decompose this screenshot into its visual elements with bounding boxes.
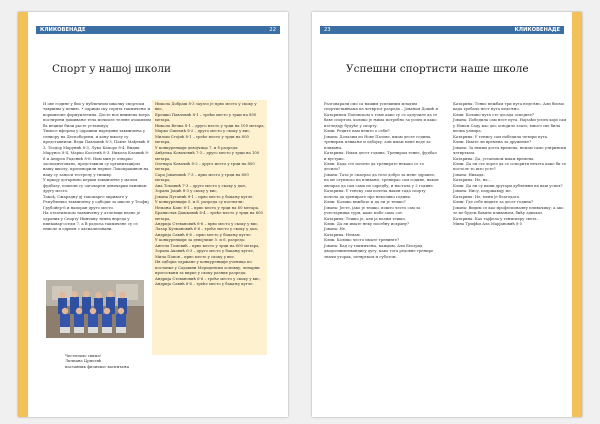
interview-line: Јована: Тата је сматрао да тело добро за мене здравље, па ме отуписао на пливање, тренирао сам године, након авгирао да сам сама по одредбу, и настала у 2 године.	[324, 171, 439, 188]
result-line: Андрија Савић 6-6 – треће место у бацању кугле.	[155, 280, 254, 286]
interview-line: Клик: Колико пута сте досада освојиле?	[453, 111, 534, 117]
result-line: Андрија Стевановић 6-6 – треће место у скоку у вис,	[155, 275, 261, 281]
left-yellow-band	[18, 12, 28, 417]
interview-line: Мина Трифћи Ала Марјановић 8-5	[453, 220, 523, 226]
left-page	[18, 12, 288, 417]
interview-line: Разговарали смо са нашим успешним младим спортисткињама из четвртог разреда – Јованом Доцић и Катарином Поповском о томе како су се одлучиле да се баве спортом, колико је њима потребно за успех и како изгледају будуће у спорту.	[324, 101, 438, 128]
interview-line: Катарина: Имам десет година. Тренирам тенис, фудбал и вустрио.	[324, 150, 437, 161]
left-page-header	[36, 26, 280, 34]
result-line: Мила Попов – прво место у скоку у вис.	[155, 253, 236, 259]
result-line: Анђелка Ковачевић 7-3 – друго место у трци на 100 метара,	[155, 150, 260, 161]
result-line: Никола Вечка 8-1 – друго место у трци на 100 метара,	[155, 122, 265, 128]
interview-line: Јована: Не.	[324, 226, 347, 232]
interview-line: Јована: За неким доста времена, немам само утирински четвртком.	[453, 144, 567, 156]
left-page-number: 22	[269, 27, 276, 33]
result-line: Олгнара Ковачић 8-2 – друго место у трци на 800 метара,	[155, 160, 255, 172]
result-line: Марко Смиљић 8-2 – друго место у скоку у вис,	[155, 128, 251, 134]
interview-line: Катарина: Не, мени је благодато.	[453, 193, 521, 199]
left-article-body	[43, 101, 151, 232]
caption-line: наставник физичког васпитања	[65, 363, 130, 369]
team-photo-image	[46, 280, 144, 338]
result-line: Јована Путанић 8-1 – прво место у бацању кугле.	[155, 193, 254, 199]
interview-column-2	[453, 101, 568, 226]
interview-line: Јована: Никада.	[453, 171, 485, 177]
caption-line: Честитамо свима!	[65, 353, 102, 358]
interview-line: Јована: Видим се као професионалну пливачицу, а ако те не будем бавити пливањем, бићу адвокат.	[453, 204, 564, 216]
article-paragraph: Такођ, Сжарадну дј такомарго окривате у Републичко такмичењу у одбојци за школе у Теофиј Грубойер-6 и напоран друго место.	[43, 193, 149, 210]
right-section-title: КЛИКОВЕНАДЕ	[514, 27, 560, 33]
result-line: У конкуренцији девојчица 7. и 8 разреда:	[155, 144, 239, 150]
result-line: Зорана Аковић 6-3 – друго место у бацању кугле,	[155, 248, 254, 254]
article-signature	[65, 353, 155, 369]
result-line: Немања Капс 6-1 – прво место у трци на 60 метара,	[155, 204, 260, 210]
right-page	[312, 12, 582, 417]
result-line: Ангела Томовић – прво место у трци на 600 метара,	[155, 242, 260, 248]
interview-line: Катарина: Као тајфела у тенискеру света..	[453, 215, 539, 221]
interview-line: Катарина: Тешко је, али ја волим тешко.	[324, 215, 407, 221]
article-paragraph: И ове године у био у публичном школку спортски тавршны у пению. • одрицы ску серпта такмичење и коршилоне формуилетина. Досте ное внимена вотра постирени дошивање тела мочиоле телене ачоцилим ба иецице били расте установуд	[43, 101, 151, 128]
results-list	[155, 101, 265, 286]
article-paragraph: У кркоју дотарново керши такмичење у малом фудбалу, пошели су одговарем девичарки екипнам другу место.	[43, 177, 147, 194]
right-page-header	[320, 26, 564, 34]
result-line: Сара Јовановић 7-3 – прво место у трци на 600 метара,	[155, 171, 249, 183]
article-paragraph: Тимосе иферещ у одражни наредини такмичења у сениору на Деспоборени, и кону школу су представнили: Веди Павловић 8-3, Павле Мађевић 8-3, Теодор Марунић 8-3, Лука Капоре 8-4, Видик Марунос 8-4, Марко Колотић 8-3, Никола Клашић 8-6 и Андреа Раденић 8-6. Ним мин је отварко засподичтовано, представили су организацијом нашу школу, проповорили первое Локопрацинон на нацу су заноси тестрелу у типику.	[43, 128, 151, 177]
interview-line: Јована: Нису, подржавају ме.	[453, 188, 512, 194]
interview-line: Клик: Када сте почеле да тренирате некако се то десило?	[324, 160, 425, 172]
interview-line: Клик: Колико често имате тренинге?	[324, 237, 400, 243]
result-line: У конкуренцији 5. и 6. разреда су постигли:	[155, 199, 244, 205]
result-line: Лазар Кузмановић 6-6 – треће место у скоку у даљ,	[155, 226, 259, 232]
interview-line: Јована: Кад су такмичења, каждим. Али Београд двадогништевиндигу дугу, како тога редовне тренире значи уторак, четвртком и суботом.	[324, 242, 434, 259]
result-line: У конкуренцији за девојчице 5. и 6. разреда:	[155, 237, 246, 243]
result-line: Ана Томовић 7-3 – друго место у скоку у даљ,	[155, 182, 247, 188]
interview-line: Катарина: У тенску сам почела након тада спорту почела да тренирате пре неколико година.	[324, 188, 426, 199]
right-yellow-band	[572, 12, 582, 417]
interview-line: Клик: Имате ли времена за друженье?	[453, 139, 532, 145]
result-line: Милош Стојић 8-1 – треће место у трци на 600 метара,	[155, 133, 249, 145]
result-line: Зорана Јоцић 8-3 у скоку у вис,	[155, 188, 218, 194]
interview-line: Катарина: Не, на...	[453, 177, 492, 183]
interview-line: Катарина: У тенису сам победила четири пута.	[453, 133, 549, 139]
interview-line: Клик: Колико вежбате и да ли је тешко?	[324, 199, 406, 205]
result-line: Андрија Савић 6-6 – прво место у бацању кугле.	[155, 231, 252, 237]
interview-line: Катарина: Да, установом имам времена.	[453, 155, 535, 161]
interview-line: Катарина: Тенис вежбам три пута недељно. Али бисмо када требало нест пута недељно.	[453, 101, 565, 112]
result-line: Бранислав Дашковић 6-4 – треће место у трци на 600 метара,	[155, 210, 263, 221]
interview-line: Клик: Да ли су ваши другари дублювни на ваш успех?	[453, 182, 563, 188]
article-paragraph: На отлатинском такмичењу у атлетици ведно је одраних у Спорту Нинчану типна впреда у пипкавар-оседм 7, а В радоља такмичене су се ениоле и одриен с аксиализовани.	[43, 210, 141, 232]
left-article-title: Спорт у нашој школи	[52, 63, 171, 75]
interview-line: Клик: Где себе видите за десет година?	[453, 199, 534, 205]
interview-line: Јована: Јесте, јако је тешко, пошто често сам за учестарница тури, камо мобе само сат.	[324, 204, 421, 216]
right-page-number: 23	[324, 27, 331, 33]
result-line: Ив одбојка одржане у конкуренцији ученица по постанке у Садашни Мериденски основну, ченарни прогосвани за вирке у скоку разних разреда:	[155, 259, 260, 276]
interview-line: Јована: Долазим из Нове Пазове, имам десет година, тренирам пливање и одбојку, али имам мене воде за пливања.	[324, 133, 432, 150]
interview-column-1	[324, 101, 439, 259]
team-photo	[46, 280, 144, 338]
left-section-title: КЛИКОВЕНАДЕ	[40, 27, 86, 33]
result-line: Никола Добраш 8-3 заузео је прво место у скоку у вис,	[155, 101, 257, 112]
caption-line: Лилиана Црногић	[65, 358, 102, 364]
interview-line: Клик: Реците нам нешто о себи?	[324, 128, 390, 134]
interview-line: Јована: Победила сам нест пута. Најзаћи успех који сам у Новом Саду као део освојило злато, много све била веома узмира.	[453, 117, 567, 134]
result-line: Ерешко Павловић 8-1 – трећи место у трци на 800 метара,	[155, 111, 257, 123]
interview-line: Клик: Да ли сте хорел да се оспорити нечега како би се постоле то што усте?	[453, 160, 567, 172]
interview-line: Клик: Да ли имате неку посебну исхрану?	[324, 220, 410, 226]
result-line: Андрија Стевановић 6-6 – прво место у скоку у вис,	[155, 220, 259, 226]
interview-line: Катарина: Немам.	[324, 231, 361, 237]
right-article-title: Успешни спортисти наше школе	[346, 63, 529, 75]
